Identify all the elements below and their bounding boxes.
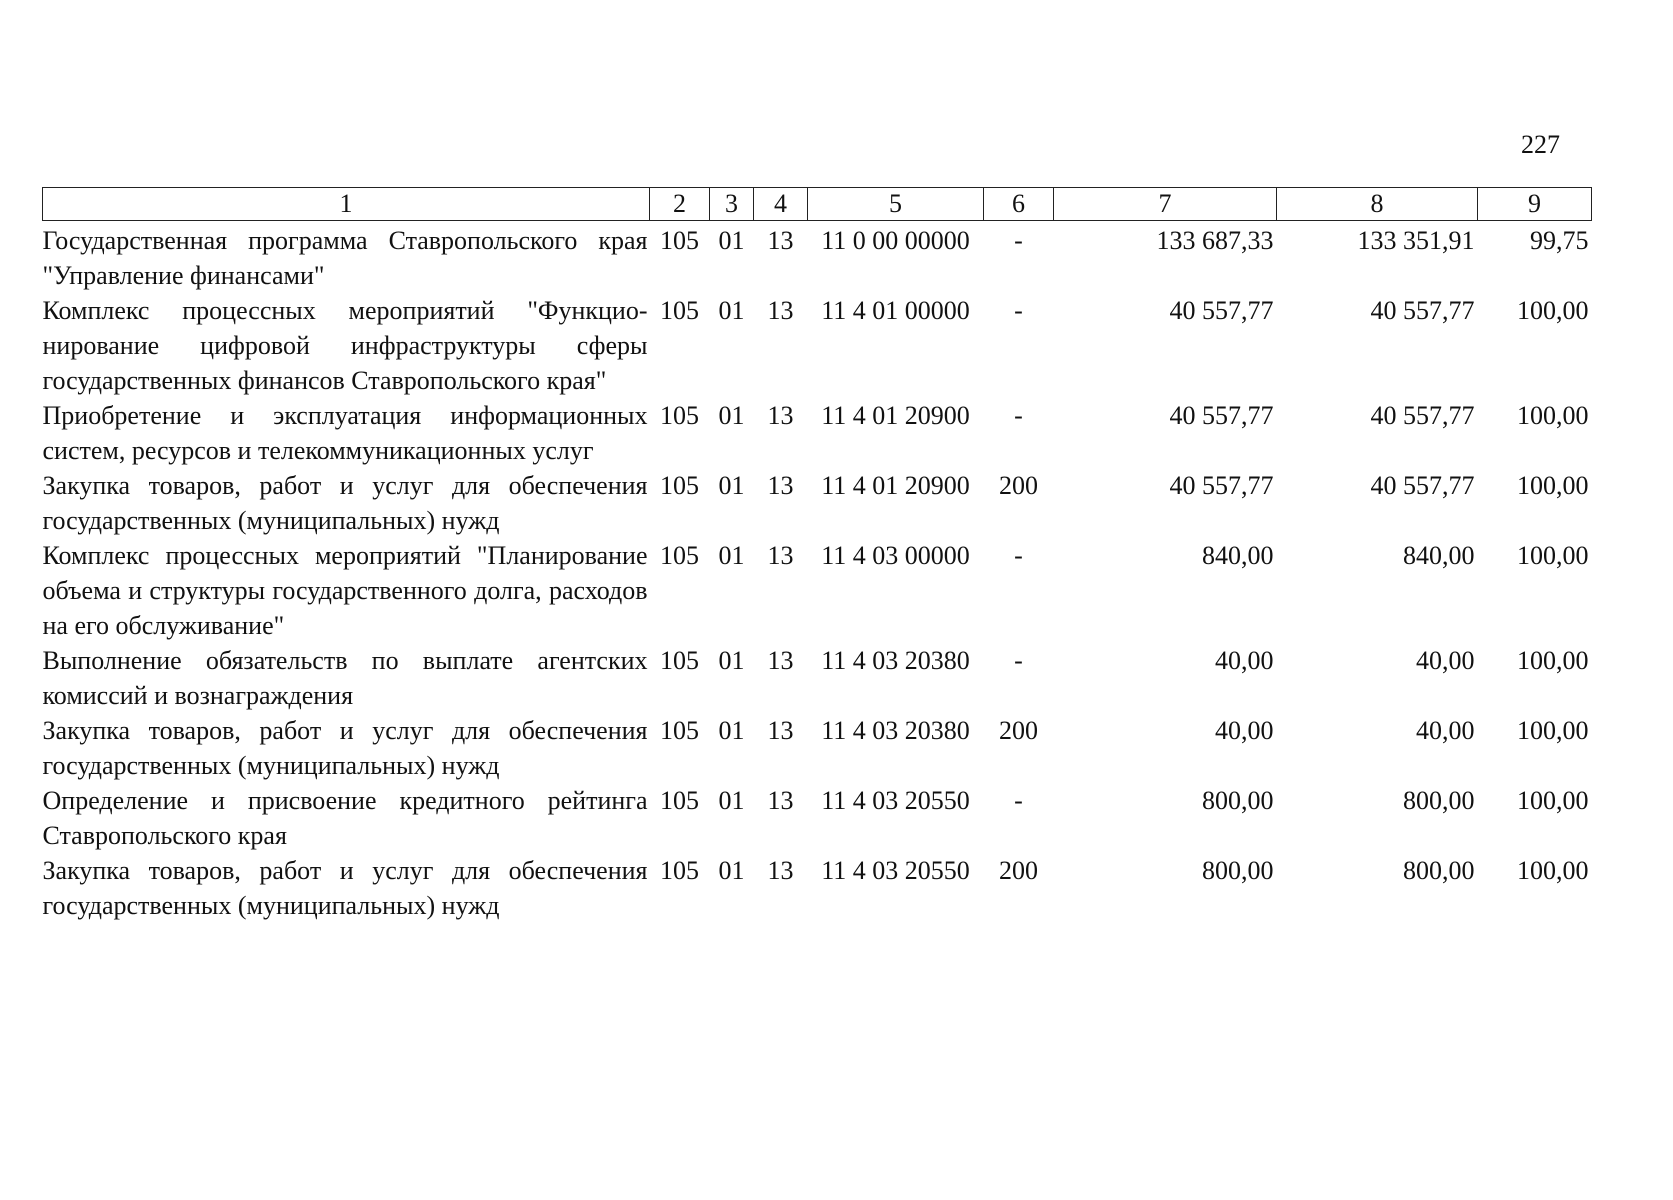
row-section: 01 bbox=[718, 226, 745, 255]
column-header: 6 bbox=[984, 188, 1054, 221]
row-name: Закупка товаров, работ и услуг для обеспечения государственных (муниципальных) нужд bbox=[42, 716, 648, 780]
row-name: Приобретение и эксплуатация информационных систем, ресурсов и телекоммуникационных услуг bbox=[42, 401, 648, 465]
row-percent: 100,00 bbox=[1517, 716, 1589, 745]
row-planned: 133 687,33 bbox=[1156, 226, 1274, 255]
row-subsection: 13 bbox=[767, 716, 794, 745]
row-target-code: 11 4 03 00000 bbox=[821, 541, 970, 570]
column-header: 2 bbox=[650, 188, 710, 221]
row-name: Комплекс процессных мероприятий "Функцио-нирование цифровой инфраструктуры сферы государственных финансов Ставропольского края" bbox=[42, 296, 648, 395]
row-target-code: 11 0 00 00000 bbox=[821, 226, 970, 255]
row-name: Выполнение обязательств по выплате агентских комиссий и вознаграждения bbox=[42, 646, 648, 710]
row-target-code: 11 4 01 20900 bbox=[821, 401, 970, 430]
row-actual: 840,00 bbox=[1403, 541, 1475, 570]
column-header: 1 bbox=[43, 188, 650, 221]
table-row bbox=[43, 853, 1592, 923]
column-header: 7 bbox=[1054, 188, 1277, 221]
row-subsection: 13 bbox=[767, 646, 794, 675]
row-subsection: 13 bbox=[767, 786, 794, 815]
row-planned: 40 557,77 bbox=[1169, 401, 1274, 430]
table-row bbox=[43, 398, 1592, 468]
row-expense-type: - bbox=[1014, 226, 1023, 255]
row-planned: 40 557,77 bbox=[1169, 471, 1274, 500]
row-ministry-code: 105 bbox=[660, 296, 699, 325]
row-actual: 40 557,77 bbox=[1370, 401, 1475, 430]
row-expense-type: 200 bbox=[999, 716, 1038, 745]
row-percent: 99,75 bbox=[1530, 226, 1589, 255]
table-row bbox=[43, 783, 1592, 853]
row-ministry-code: 105 bbox=[660, 541, 699, 570]
row-percent: 100,00 bbox=[1517, 856, 1589, 885]
row-planned: 40 557,77 bbox=[1169, 296, 1274, 325]
row-expense-type: - bbox=[1014, 296, 1023, 325]
table-body bbox=[43, 221, 1592, 924]
row-planned: 800,00 bbox=[1202, 856, 1274, 885]
row-target-code: 11 4 03 20380 bbox=[821, 716, 970, 745]
row-section: 01 bbox=[718, 471, 745, 500]
column-header: 5 bbox=[808, 188, 984, 221]
table-row bbox=[43, 643, 1592, 713]
row-name: Государственная программа Ставропольского края "Управление финансами" bbox=[42, 226, 648, 290]
header-row bbox=[43, 188, 1592, 221]
row-subsection: 13 bbox=[767, 856, 794, 885]
row-planned: 840,00 bbox=[1202, 541, 1274, 570]
row-percent: 100,00 bbox=[1517, 471, 1589, 500]
table-row bbox=[43, 221, 1592, 294]
budget-table bbox=[42, 187, 1592, 923]
row-target-code: 11 4 01 20900 bbox=[821, 471, 970, 500]
row-ministry-code: 105 bbox=[660, 226, 699, 255]
column-header: 9 bbox=[1478, 188, 1592, 221]
row-expense-type: - bbox=[1014, 786, 1023, 815]
table-row bbox=[43, 538, 1592, 643]
row-target-code: 11 4 03 20550 bbox=[821, 856, 970, 885]
row-expense-type: - bbox=[1014, 541, 1023, 570]
row-section: 01 bbox=[718, 646, 745, 675]
table-header bbox=[43, 188, 1592, 221]
row-percent: 100,00 bbox=[1517, 296, 1589, 325]
row-planned: 40,00 bbox=[1215, 716, 1274, 745]
row-actual: 800,00 bbox=[1403, 786, 1475, 815]
row-percent: 100,00 bbox=[1517, 401, 1589, 430]
row-expense-type: - bbox=[1014, 401, 1023, 430]
row-expense-type: 200 bbox=[999, 471, 1038, 500]
row-section: 01 bbox=[718, 296, 745, 325]
column-header: 4 bbox=[754, 188, 808, 221]
row-actual: 40,00 bbox=[1416, 646, 1475, 675]
row-target-code: 11 4 01 00000 bbox=[821, 296, 970, 325]
column-header: 3 bbox=[710, 188, 754, 221]
table-row bbox=[43, 713, 1592, 783]
row-target-code: 11 4 03 20550 bbox=[821, 786, 970, 815]
row-planned: 800,00 bbox=[1202, 786, 1274, 815]
row-expense-type: 200 bbox=[999, 856, 1038, 885]
row-section: 01 bbox=[718, 541, 745, 570]
row-ministry-code: 105 bbox=[660, 786, 699, 815]
column-header: 8 bbox=[1277, 188, 1478, 221]
row-name: Закупка товаров, работ и услуг для обеспечения государственных (муниципальных) нужд bbox=[42, 856, 648, 920]
row-actual: 40 557,77 bbox=[1370, 296, 1475, 325]
row-ministry-code: 105 bbox=[660, 646, 699, 675]
row-name: Закупка товаров, работ и услуг для обеспечения государственных (муниципальных) нужд bbox=[42, 471, 648, 535]
row-ministry-code: 105 bbox=[660, 856, 699, 885]
row-name: Определение и присвоение кредитного рейтинга Ставропольского края bbox=[42, 786, 648, 850]
row-section: 01 bbox=[718, 786, 745, 815]
row-section: 01 bbox=[718, 716, 745, 745]
table-row bbox=[43, 293, 1592, 398]
row-section: 01 bbox=[718, 856, 745, 885]
row-name: Комплекс процессных мероприятий "Планирование объема и структуры государственного долга, расходов на его обслуживание" bbox=[42, 541, 648, 640]
row-ministry-code: 105 bbox=[660, 471, 699, 500]
row-subsection: 13 bbox=[767, 296, 794, 325]
page-number: 227 bbox=[1521, 130, 1560, 159]
row-subsection: 13 bbox=[767, 541, 794, 570]
row-actual: 40,00 bbox=[1416, 716, 1475, 745]
row-actual: 40 557,77 bbox=[1370, 471, 1475, 500]
row-percent: 100,00 bbox=[1517, 786, 1589, 815]
row-section: 01 bbox=[718, 401, 745, 430]
row-subsection: 13 bbox=[767, 401, 794, 430]
row-ministry-code: 105 bbox=[660, 401, 699, 430]
row-percent: 100,00 bbox=[1517, 541, 1589, 570]
row-subsection: 13 bbox=[767, 471, 794, 500]
row-actual: 800,00 bbox=[1403, 856, 1475, 885]
row-actual: 133 351,91 bbox=[1357, 226, 1475, 255]
row-planned: 40,00 bbox=[1215, 646, 1274, 675]
table-row bbox=[43, 468, 1592, 538]
row-expense-type: - bbox=[1014, 646, 1023, 675]
row-ministry-code: 105 bbox=[660, 716, 699, 745]
row-subsection: 13 bbox=[767, 226, 794, 255]
row-percent: 100,00 bbox=[1517, 646, 1589, 675]
row-target-code: 11 4 03 20380 bbox=[821, 646, 970, 675]
